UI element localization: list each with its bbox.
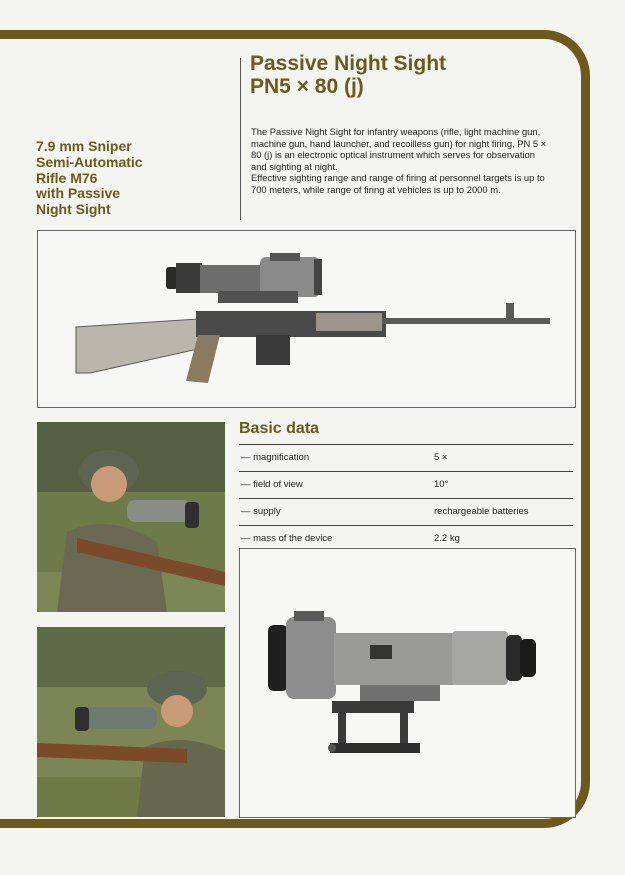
- description-paragraph-1: The Passive Night Sight for infantry weapons (rifle, light machine gun, machine gun, hand launcher, and recoilless gun) for night firing, PN 5 × 80 (j) is an electronic optical instrument which serves for observation and sighting at night.: [251, 126, 547, 172]
- rifle-magazine: [256, 335, 290, 365]
- row-label: — supply: [241, 506, 281, 517]
- scope-image-box: [239, 548, 576, 818]
- rifle-stock: [76, 319, 198, 373]
- page-title: [250, 52, 446, 98]
- title-line-1: Passive Night Sight: [250, 52, 447, 75]
- rifle-title-line: Night Sight: [36, 201, 111, 218]
- row-label: — magnification: [241, 452, 310, 463]
- row-label: — field of view: [241, 479, 303, 490]
- basic-data-title: Basic data: [239, 420, 320, 437]
- table-row: [239, 498, 573, 525]
- rifle-title-line: Rifle M76: [36, 169, 98, 186]
- row-label: — mass of the device: [241, 533, 333, 544]
- rifle-image: [38, 231, 575, 407]
- row-value: 2.2 kg: [434, 533, 460, 544]
- table-row: [239, 471, 573, 498]
- row-value: 10°: [434, 479, 449, 490]
- rifle-title: [36, 139, 226, 218]
- basic-data-table: [239, 444, 573, 552]
- rifle-image-box: [37, 230, 576, 408]
- description: [251, 126, 551, 196]
- rifle-barrel: [382, 318, 550, 324]
- table-row: [239, 444, 573, 471]
- title-line-2: PN5 × 80 (j): [250, 75, 364, 98]
- soldier-photo-2: [37, 627, 225, 817]
- rifle-title-line: with Passive: [36, 185, 121, 202]
- rifle-title-line: 7.9 mm Sniper: [36, 138, 132, 154]
- rifle-title-line: Semi-Automatic: [36, 153, 143, 170]
- night-sight-on-rifle: [166, 253, 322, 303]
- night-sight-image: [240, 549, 575, 817]
- title-divider: [240, 58, 241, 220]
- row-value: rechargeable batteries: [434, 506, 529, 517]
- row-value: 5 ×: [434, 452, 448, 463]
- description-paragraph-2: Effective sighting range and range of firing at personnel targets is up to 700 meters, while range of firing at vehicles is up to 2000 m.: [251, 172, 545, 195]
- soldier-photo-1: [37, 422, 225, 612]
